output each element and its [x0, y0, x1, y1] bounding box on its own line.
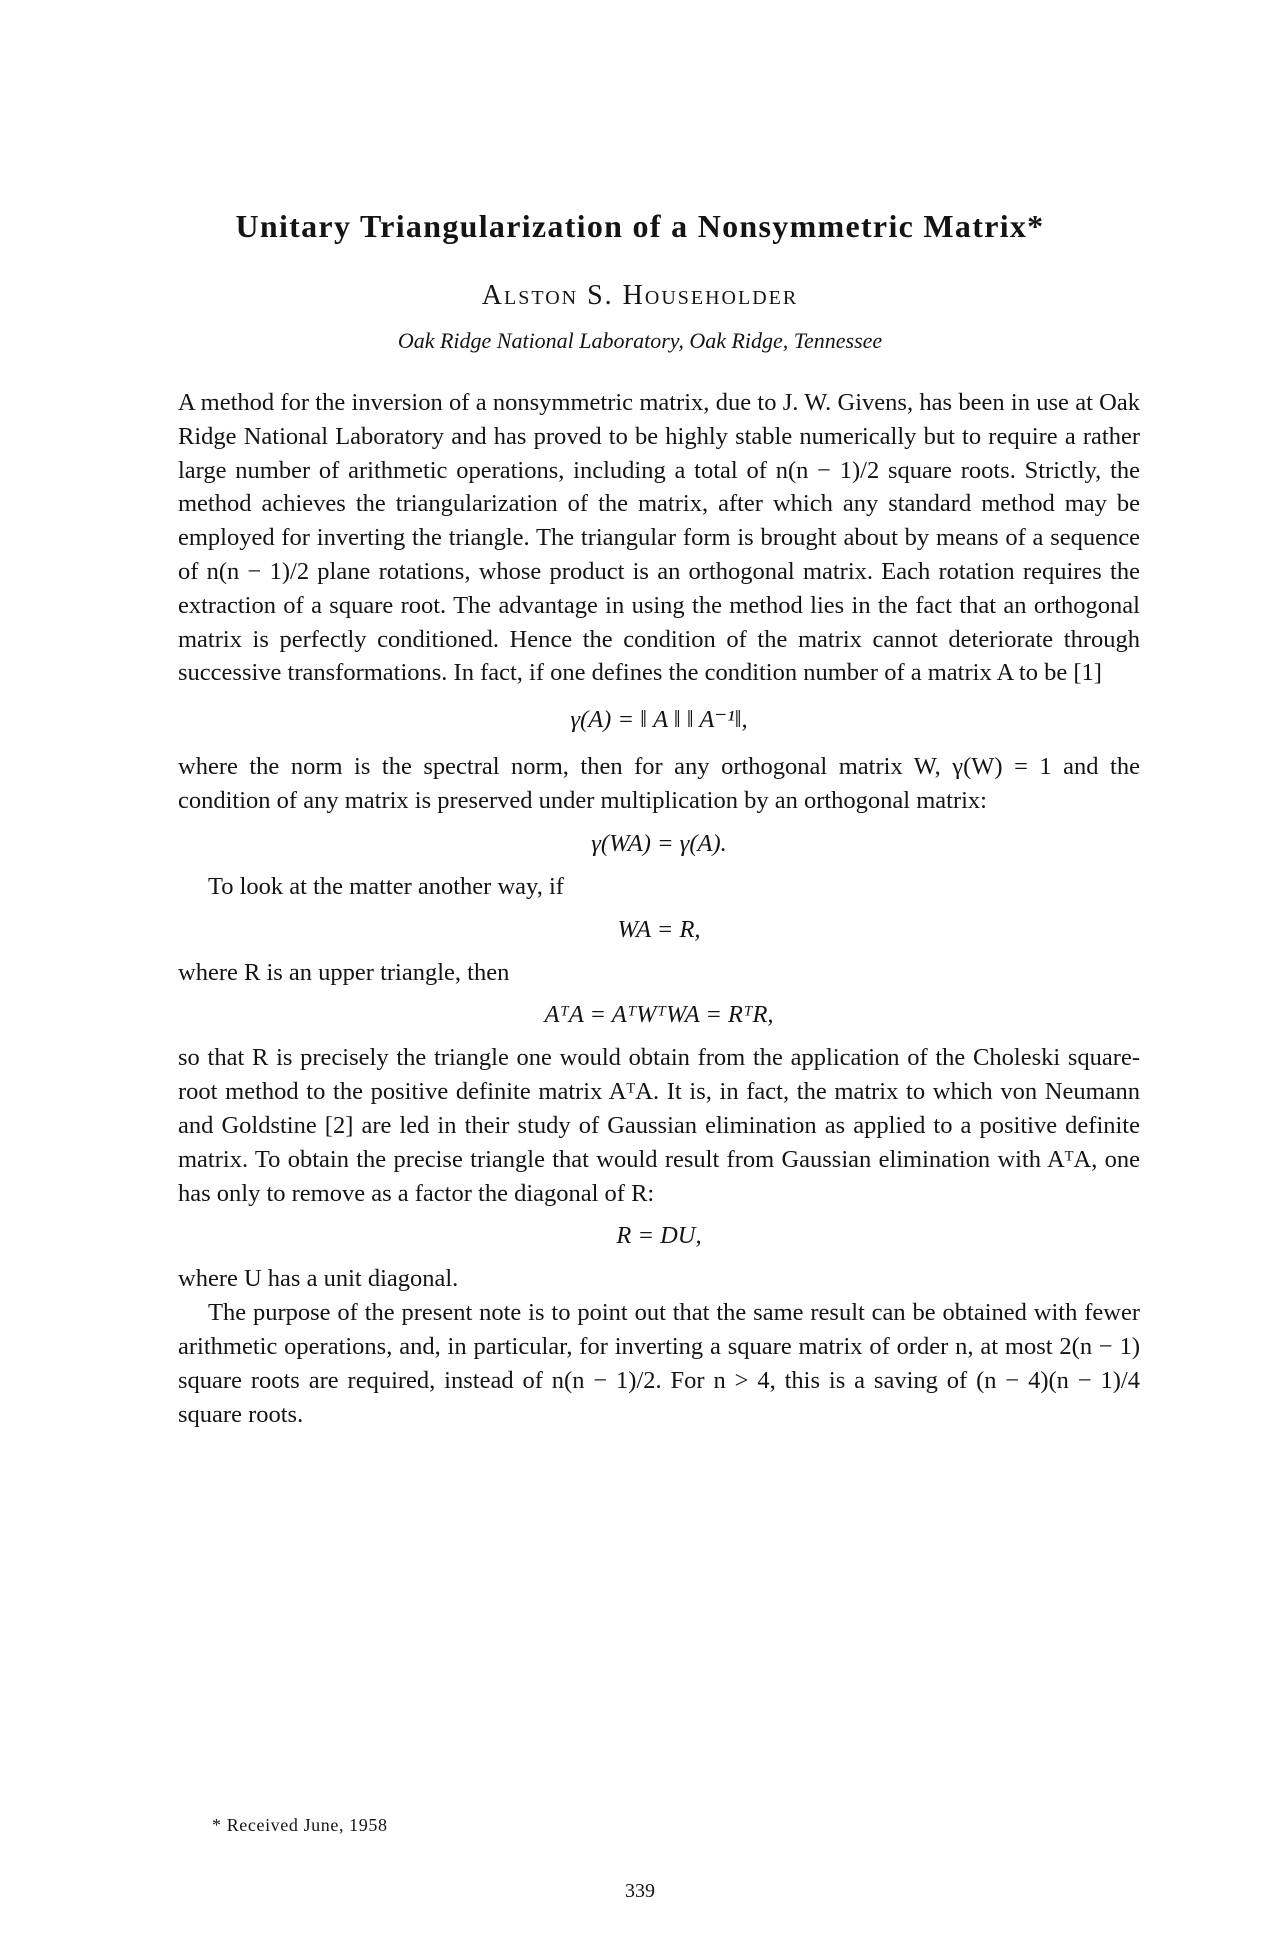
paragraph-intro: A method for the inversion of a nonsymmetric matrix, due to J. W. Givens, has been in use at Oak Ridge National Laboratory and has proved to be highly stable numerically but to require a rather large number of arithmetic operations, including a total of n(n − 1)/2 square roots. Strictly, the method achieves the triangularization of the matrix, after which any standard method may be employed for inverting the triangle. The triangular form is brought about by means of a sequence of n(n − 1)/2 plane rotations, whose product is an orthogonal matrix. Each rotation requires the extraction of a square root. The advantage in using the method lies in the fact that an orthogonal matrix is perfectly conditioned. Hence the condition of the matrix cannot deteriorate through successive transformations. In fact, if one defines the condition number of a matrix A to be [1] [178, 389, 1140, 687]
footnote: * Received June, 1958 [212, 1815, 388, 1835]
paragraph-purpose: The purpose of the present note is to point out that the same result can be obtained with fewer arithmetic operations, and, in particular, for inverting a square matrix of order n, at most 2(n − 1) square roots are required, instead of n(n − 1)/2. For n > 4, this is a saving of (n − 4)(n − 1)/4 square roots. [178, 1299, 1140, 1428]
equation-r-du: R = DU, [616, 1222, 702, 1250]
paragraph-unit-diagonal: where U has a unit diagonal. [178, 1265, 459, 1293]
author-name: Alston S. Householder [481, 280, 799, 311]
paper-title: Unitary Triangularization of a Nonsymmetric Matrix* [235, 208, 1045, 244]
author-affiliation: Oak Ridge National Laboratory, Oak Ridge, Tennessee [397, 328, 883, 353]
page-number: 339 [625, 1880, 655, 1902]
equation-condition-preserved: γ(WA) = γ(A). [591, 829, 727, 857]
paragraph-choleski: so that R is precisely the triangle one would obtain from the application of the Choleski square-root method to the positive definite matrix AᵀA. It is, in fact, the matrix to which von Neumann and Goldstine [2] are led in their study of Gaussian elimination as applied to a positive definite matrix. To obtain the precise triangle that would result from Gaussian elimination with AᵀA, one has only to remove as a factor the diagonal of R: [178, 1044, 1140, 1207]
equation-wa-r: WA = R, [617, 915, 701, 943]
paragraph-upper-triangle: where R is an upper triangle, then [178, 958, 510, 986]
equation-condition-number: γ(A) = ‖ A ‖ ‖ A⁻¹‖, [570, 706, 748, 734]
paper-body [178, 386, 1140, 1431]
equation-ata: AᵀA = AᵀWᵀWA = RᵀR, [544, 1001, 774, 1029]
paragraph-another-way: To look at the matter another way, if [208, 872, 564, 900]
paragraph-spectral-norm: where the norm is the spectral norm, then for any orthogonal matrix W, γ(W) = 1 and the condition of any matrix is preserved under multiplication by an orthogonal matrix: [178, 753, 1140, 814]
